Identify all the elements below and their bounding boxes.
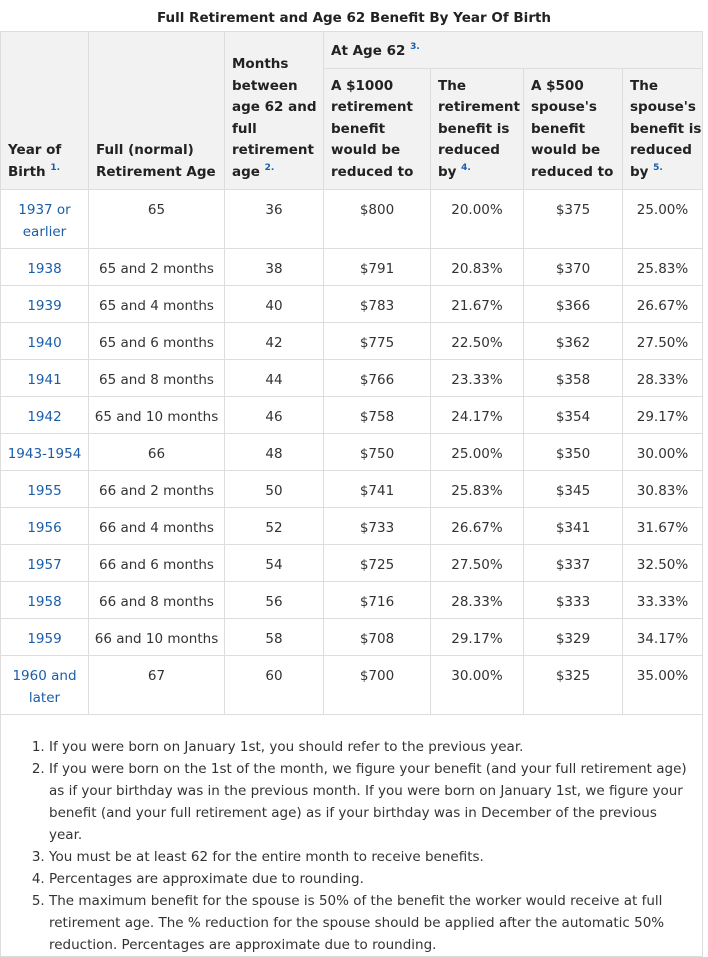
table-row: [1, 323, 703, 360]
spouse-amount-cell: $333: [524, 582, 623, 619]
spouse-amount-cell: $345: [524, 471, 623, 508]
retirement-pct-cell: 24.17%: [431, 397, 524, 434]
year-link[interactable]: 1958: [1, 582, 89, 619]
retirement-pct-cell: 22.50%: [431, 323, 524, 360]
retirement-pct-cell: 28.33%: [431, 582, 524, 619]
retirement-amount-cell: $700: [324, 656, 431, 715]
year-link[interactable]: 1955: [1, 471, 89, 508]
table-row: [1, 656, 703, 715]
table-row: [1, 434, 703, 471]
table-row: [1, 286, 703, 323]
retirement-pct-cell: 29.17%: [431, 619, 524, 656]
spouse-pct-cell: 29.17%: [623, 397, 703, 434]
footnotes-row: [1, 715, 703, 957]
year-link[interactable]: 1938: [1, 249, 89, 286]
year-link[interactable]: 1956: [1, 508, 89, 545]
months-cell: 52: [225, 508, 324, 545]
spouse-pct-cell: 31.67%: [623, 508, 703, 545]
months-cell: 36: [225, 190, 324, 249]
table-row: [1, 249, 703, 286]
retirement-pct-cell: 25.83%: [431, 471, 524, 508]
footnote-ref[interactable]: 1.: [50, 162, 61, 173]
retirement-amount-cell: $783: [324, 286, 431, 323]
retirement-amount-cell: $791: [324, 249, 431, 286]
full-age-cell: 66 and 8 months: [89, 582, 225, 619]
full-age-cell: 66 and 6 months: [89, 545, 225, 582]
months-cell: 60: [225, 656, 324, 715]
table-row: [1, 582, 703, 619]
retirement-pct-cell: 21.67%: [431, 286, 524, 323]
header-retirement-benefit: A $1000 retirement benefit would be reduced to: [324, 69, 431, 190]
retirement-pct-cell: 20.83%: [431, 249, 524, 286]
retirement-pct-cell: 23.33%: [431, 360, 524, 397]
header-spouse-reduced: The spouse's benefit is reduced by $^{5.}$: [623, 69, 703, 190]
year-link[interactable]: 1960 and later: [1, 656, 89, 715]
full-age-cell: 65 and 10 months: [89, 397, 225, 434]
spouse-amount-cell: $370: [524, 249, 623, 286]
spouse-amount-cell: $341: [524, 508, 623, 545]
footnote-1: 1. If you were born on January 1st, you should refer to the previous year.: [49, 736, 692, 758]
months-cell: 58: [225, 619, 324, 656]
year-link[interactable]: 1942: [1, 397, 89, 434]
full-age-cell: 65 and 4 months: [89, 286, 225, 323]
full-age-cell: 65 and 8 months: [89, 360, 225, 397]
retirement-amount-cell: $725: [324, 545, 431, 582]
months-cell: 46: [225, 397, 324, 434]
retirement-pct-cell: 27.50%: [431, 545, 524, 582]
retirement-amount-cell: $775: [324, 323, 431, 360]
retirement-amount-cell: $750: [324, 434, 431, 471]
footnote-3: 3. You must be at least 62 for the entire month to receive benefits.: [49, 846, 692, 868]
months-cell: 48: [225, 434, 324, 471]
spouse-amount-cell: $358: [524, 360, 623, 397]
year-link[interactable]: 1939: [1, 286, 89, 323]
full-age-cell: 65: [89, 190, 225, 249]
spouse-amount-cell: $366: [524, 286, 623, 323]
table-caption: Full Retirement and Age 62 Benefit By Year Of Birth: [156, 10, 552, 26]
months-cell: 42: [225, 323, 324, 360]
footnote-list: [1, 715, 702, 956]
spouse-amount-cell: $354: [524, 397, 623, 434]
spouse-pct-cell: 26.67%: [623, 286, 703, 323]
months-cell: 40: [225, 286, 324, 323]
header-retirement-reduced: The retirement benefit is reduced by $^{4.}$: [431, 69, 524, 190]
retirement-amount-cell: $758: [324, 397, 431, 434]
benefit-table: [0, 31, 703, 957]
spouse-pct-cell: 25.00%: [623, 190, 703, 249]
table-row: [1, 471, 703, 508]
spouse-pct-cell: 30.00%: [623, 434, 703, 471]
full-age-cell: 66: [89, 434, 225, 471]
year-link[interactable]: 1937 or earlier: [1, 190, 89, 249]
spouse-amount-cell: $350: [524, 434, 623, 471]
footnote-ref[interactable]: 3.: [410, 41, 420, 52]
footnote-ref[interactable]: 5.: [653, 162, 663, 173]
spouse-pct-cell: 35.00%: [623, 656, 703, 715]
year-link[interactable]: 1943-1954: [1, 434, 89, 471]
year-link[interactable]: 1941: [1, 360, 89, 397]
year-link[interactable]: 1957: [1, 545, 89, 582]
full-age-cell: 65 and 6 months: [89, 323, 225, 360]
full-age-cell: 67: [89, 656, 225, 715]
header-full-retirement-age: Full (normal) Retirement Age: [89, 32, 225, 190]
spouse-pct-cell: 33.33%: [623, 582, 703, 619]
retirement-amount-cell: $733: [324, 508, 431, 545]
spouse-amount-cell: $337: [524, 545, 623, 582]
table-row: [1, 545, 703, 582]
table-row: [1, 619, 703, 656]
full-age-cell: 66 and 4 months: [89, 508, 225, 545]
footnotes-cell: [1, 715, 703, 957]
retirement-amount-cell: $800: [324, 190, 431, 249]
spouse-pct-cell: 27.50%: [623, 323, 703, 360]
months-cell: 50: [225, 471, 324, 508]
footnote-4: 4. Percentages are approximate due to rounding.: [49, 868, 692, 890]
months-cell: 38: [225, 249, 324, 286]
year-link[interactable]: 1959: [1, 619, 89, 656]
months-cell: 56: [225, 582, 324, 619]
spouse-amount-cell: $329: [524, 619, 623, 656]
header-months-between: Months between age 62 and full retirement age $^{2.}$: [225, 32, 324, 190]
table-row: [1, 508, 703, 545]
spouse-amount-cell: $325: [524, 656, 623, 715]
footnote-5: 5. The maximum benefit for the spouse is 50% of the benefit the worker would receive at full retirement age. The % reduction for the spouse should be applied after the automatic 50% reduction. Percentages are approximate due to rounding.: [49, 890, 692, 956]
retirement-pct-cell: 26.67%: [431, 508, 524, 545]
header-at-age-62: At Age 62 $^{3.}$: [324, 32, 703, 69]
footnote-ref[interactable]: 2.: [264, 162, 275, 173]
spouse-pct-cell: 28.33%: [623, 360, 703, 397]
spouse-amount-cell: $375: [524, 190, 623, 249]
retirement-pct-cell: 25.00%: [431, 434, 524, 471]
months-cell: 54: [225, 545, 324, 582]
year-link[interactable]: 1940: [1, 323, 89, 360]
retirement-amount-cell: $741: [324, 471, 431, 508]
spouse-pct-cell: 30.83%: [623, 471, 703, 508]
retirement-pct-cell: 20.00%: [431, 190, 524, 249]
spouse-pct-cell: 32.50%: [623, 545, 703, 582]
header-spouse-benefit: A $500 spouse's benefit would be reduced to: [524, 69, 623, 190]
full-age-cell: 66 and 10 months: [89, 619, 225, 656]
retirement-amount-cell: $708: [324, 619, 431, 656]
table-row: [1, 360, 703, 397]
spouse-pct-cell: 34.17%: [623, 619, 703, 656]
full-age-cell: 66 and 2 months: [89, 471, 225, 508]
table-row: [1, 190, 703, 249]
retirement-amount-cell: $766: [324, 360, 431, 397]
spouse-amount-cell: $362: [524, 323, 623, 360]
spouse-pct-cell: 25.83%: [623, 249, 703, 286]
table-row: [1, 397, 703, 434]
months-cell: 44: [225, 360, 324, 397]
retirement-amount-cell: $716: [324, 582, 431, 619]
header-year-of-birth: Year of Birth $^{1.}$: [1, 32, 89, 190]
full-age-cell: 65 and 2 months: [89, 249, 225, 286]
footnote-2: 2. If you were born on the 1st of the month, we figure your benefit (and your full retirement age) as if your birthday was in the previous month. If you were born on January 1st, we figure your benefit (and your full retirement age) as if your birthday was in December of the previous year.: [49, 758, 692, 846]
footnote-ref[interactable]: 4.: [461, 162, 471, 173]
retirement-pct-cell: 30.00%: [431, 656, 524, 715]
